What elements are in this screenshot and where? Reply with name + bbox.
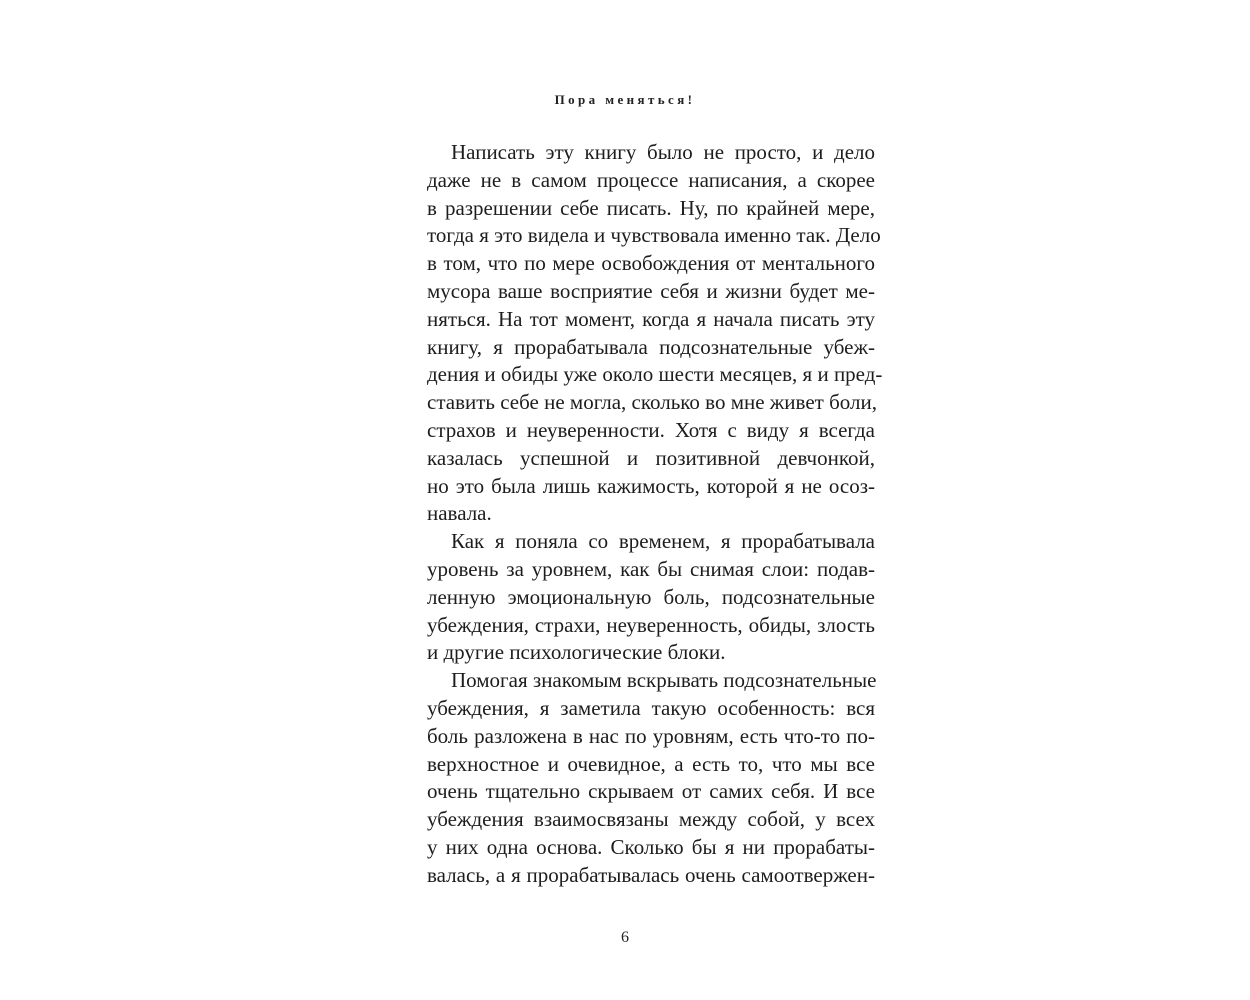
running-title: Пора меняться! — [554, 92, 696, 107]
text-line: ставить себе не могла, сколько во мне живет боли, — [427, 390, 877, 415]
body-text — [427, 139, 883, 890]
text-line: даже не в самом процессе написания, а скорее — [427, 167, 875, 192]
text-line: навала. — [427, 501, 492, 526]
text-line: Написать эту книгу было не просто, и дело — [451, 140, 875, 164]
text-line: ленную эмоциональную боль, подсознательные — [427, 584, 875, 609]
text-line: и другие психологические блоки. — [427, 640, 726, 665]
text-line: очень тщательно скрываем от самих себя. И все — [427, 779, 875, 804]
text-line: у них одна основа. Сколько бы я ни прорабаты- — [427, 834, 875, 859]
text-line: уровень за уровнем, как бы снимая слои: подав- — [427, 556, 875, 581]
text-line: но это была лишь кажимость, которой я не осоз- — [427, 473, 875, 498]
text-line: убеждения взаимосвязаны между собой, у всех — [427, 807, 875, 832]
text-line: верхностное и очевидное, а есть то, что мы все — [427, 751, 875, 776]
text-line: няться. На тот момент, когда я начала писать эту — [427, 306, 875, 331]
text-line: мусора ваше восприятие себя и жизни будет ме- — [427, 278, 875, 303]
text-line: страхов и неуверенности. Хотя с виду я всегда — [427, 417, 875, 442]
text-line: в том, что по мере освобождения от ментального — [427, 251, 875, 276]
text-line: дения и обиды уже около шести месяцев, я и пред- — [427, 362, 883, 387]
text-line: тогда я это видела и чувствовала именно так. Дело — [427, 223, 881, 248]
text-line: убеждения, я заметила такую особенность: вся — [427, 695, 875, 720]
text-line: Помогая знакомым вскрывать подсознательные — [451, 668, 877, 693]
text-line: в разрешении себе писать. Ну, по крайней мере, — [427, 195, 875, 220]
page-number: 6 — [621, 929, 629, 946]
text-line: валась, а я прорабатывалась очень самоотвержен- — [427, 862, 875, 887]
text-line: убеждения, страхи, неуверенность, обиды, злость — [427, 612, 875, 637]
text-line: книгу, я прорабатывала подсознательные убеж- — [427, 334, 875, 359]
text-line: Как я поняла со временем, я прорабатывала — [451, 529, 875, 554]
text-line: казалась успешной и позитивной девчонкой, — [427, 445, 875, 470]
text-line: боль разложена в нас по уровням, есть что-то по- — [427, 723, 875, 748]
